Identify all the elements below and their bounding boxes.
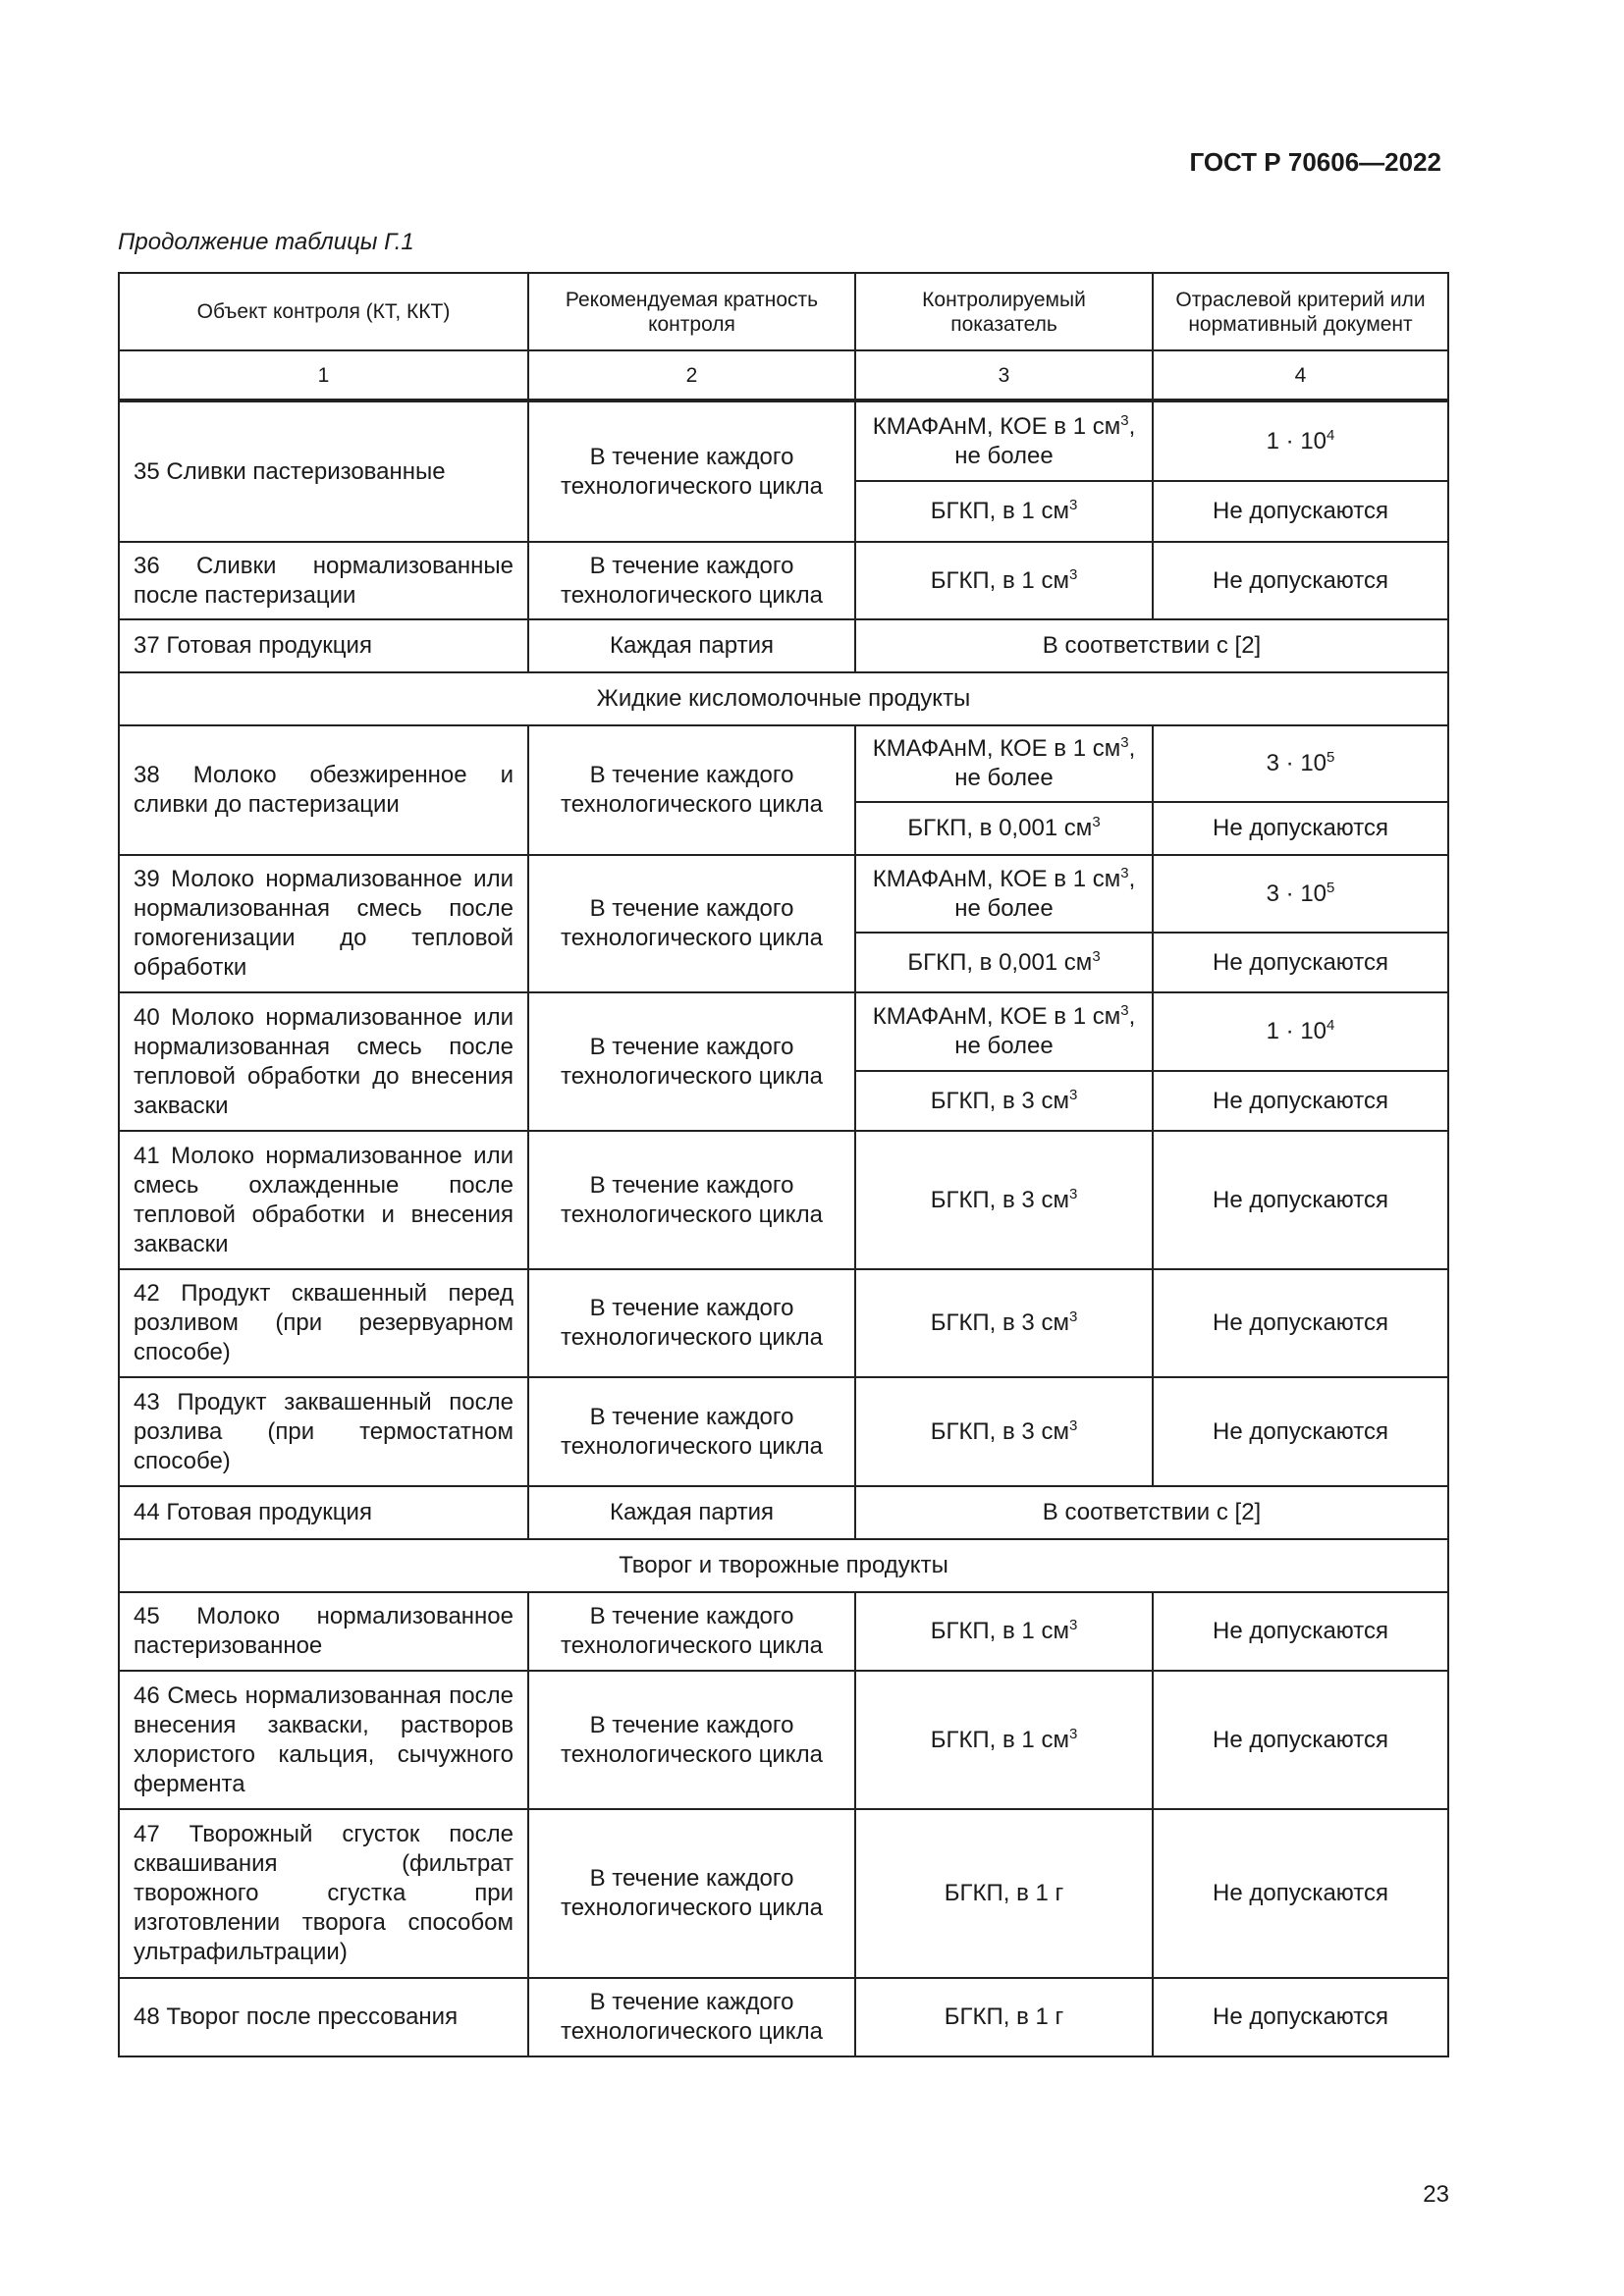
criterion-cell: Не допускаются bbox=[1153, 1269, 1448, 1377]
object-cell: 41 Молоко нормализованное или смесь охлажденные после тепловой обработки и внесения закваски bbox=[119, 1131, 528, 1269]
criterion-cell: Не допускаются bbox=[1153, 1131, 1448, 1269]
standard-code: ГОСТ Р 70606—2022 bbox=[1189, 147, 1441, 177]
object-cell: 47 Творожный сгусток после сквашивания (фильтрат творожного сгустка при изготовлении творога способом ультрафильтрации) bbox=[119, 1809, 528, 1978]
indicator-cell: КМАФАнМ, КОЕ в 1 $см^3$, не более bbox=[855, 992, 1153, 1071]
criterion-cell: Не допускаются bbox=[1153, 1071, 1448, 1131]
indicator-cell: БГКП, в 1 г bbox=[855, 1809, 1153, 1978]
frequency-cell: В течение каждого технологического цикла bbox=[528, 1131, 855, 1269]
frequency-cell: В течение каждого технологического цикла bbox=[528, 1592, 855, 1671]
section-heading: Жидкие кисломолочные продукты bbox=[119, 672, 1448, 725]
criterion-cell: Не допускаются bbox=[1153, 802, 1448, 855]
column-header: Объект контроля (КТ, ККТ) bbox=[119, 273, 528, 350]
indicator-cell: БГКП, в 0,001 $см^3$ bbox=[855, 802, 1153, 855]
column-header: Контролируемый показатель bbox=[855, 273, 1153, 350]
criterion-cell: Не допускаются bbox=[1153, 1377, 1448, 1486]
frequency-cell: В течение каждого технологического цикла bbox=[528, 1978, 855, 2056]
criterion-cell: $1 \cdot 10^4$ bbox=[1153, 401, 1448, 481]
indicator-cell: БГКП, в 1 $см^3$ bbox=[855, 1592, 1153, 1671]
indicator-cell: КМАФАнМ, КОЕ в 1 $см^3$, не более bbox=[855, 855, 1153, 933]
criterion-cell: Не допускаются bbox=[1153, 542, 1448, 619]
page-number: 23 bbox=[1423, 2181, 1449, 2208]
indicator-cell: БГКП, в 1 $см^3$ bbox=[855, 1671, 1153, 1809]
criterion-cell: Не допускаются bbox=[1153, 1671, 1448, 1809]
object-cell: 46 Смесь нормализованная после внесения закваски, растворов хлористого кальция, сычужного фермента bbox=[119, 1671, 528, 1809]
frequency-cell: В течение каждого технологического цикла bbox=[528, 1809, 855, 1978]
control-table bbox=[118, 272, 1449, 2057]
object-cell: 44 Готовая продукция bbox=[119, 1486, 528, 1539]
object-cell: 40 Молоко нормализованное или нормализованная смесь после тепловой обработки до внесения закваски bbox=[119, 992, 528, 1131]
criterion-cell: Не допускаются bbox=[1153, 481, 1448, 542]
indicator-cell: БГКП, в 1 г bbox=[855, 1978, 1153, 2056]
frequency-cell: В течение каждого технологического цикла bbox=[528, 1377, 855, 1486]
merged-criterion-cell: В соответствии с [2] bbox=[855, 619, 1448, 672]
column-number: 3 bbox=[855, 350, 1153, 400]
object-cell: 37 Готовая продукция bbox=[119, 619, 528, 672]
indicator-cell: БГКП, в 1 $см^3$ bbox=[855, 542, 1153, 619]
criterion-cell: Не допускаются bbox=[1153, 1978, 1448, 2056]
indicator-cell: БГКП, в 3 $см^3$ bbox=[855, 1269, 1153, 1377]
criterion-cell: Не допускаются bbox=[1153, 1809, 1448, 1978]
indicator-cell: БГКП, в 3 $см^3$ bbox=[855, 1071, 1153, 1131]
column-header: Отраслевой критерий или нормативный документ bbox=[1153, 273, 1448, 350]
object-cell: 45 Молоко нормализованное пастеризованное bbox=[119, 1592, 528, 1671]
object-cell: 38 Молоко обезжиренное и сливки до пастеризации bbox=[119, 725, 528, 855]
object-cell: 39 Молоко нормализованное или нормализованная смесь после гомогенизации до тепловой обработки bbox=[119, 855, 528, 992]
object-cell: 42 Продукт сквашенный перед розливом (при резервуарном способе) bbox=[119, 1269, 528, 1377]
criterion-cell: $3 \cdot 10^5$ bbox=[1153, 725, 1448, 802]
frequency-cell: В течение каждого технологического цикла bbox=[528, 992, 855, 1131]
frequency-cell: В течение каждого технологического цикла bbox=[528, 401, 855, 542]
frequency-cell: В течение каждого технологического цикла bbox=[528, 725, 855, 855]
column-number: 1 bbox=[119, 350, 528, 400]
indicator-cell: БГКП, в 3 $см^3$ bbox=[855, 1377, 1153, 1486]
frequency-cell: Каждая партия bbox=[528, 1486, 855, 1539]
table-caption: Продолжение таблицы Г.1 bbox=[118, 229, 414, 255]
object-cell: 48 Творог после прессования bbox=[119, 1978, 528, 2056]
object-cell: 35 Сливки пастеризованные bbox=[119, 401, 528, 542]
frequency-cell: В течение каждого технологического цикла bbox=[528, 1671, 855, 1809]
column-header: Рекомендуемая кратность контроля bbox=[528, 273, 855, 350]
frequency-cell: В течение каждого технологического цикла bbox=[528, 1269, 855, 1377]
section-heading: Творог и творожные продукты bbox=[119, 1539, 1448, 1592]
indicator-cell: БГКП, в 3 $см^3$ bbox=[855, 1131, 1153, 1269]
merged-criterion-cell: В соответствии с [2] bbox=[855, 1486, 1448, 1539]
frequency-cell: В течение каждого технологического цикла bbox=[528, 542, 855, 619]
indicator-cell: КМАФАнМ, КОЕ в 1 $см^3$, не более bbox=[855, 725, 1153, 802]
frequency-cell: В течение каждого технологического цикла bbox=[528, 855, 855, 992]
frequency-cell: Каждая партия bbox=[528, 619, 855, 672]
criterion-cell: $3 \cdot 10^5$ bbox=[1153, 855, 1448, 933]
column-number: 4 bbox=[1153, 350, 1448, 400]
indicator-cell: БГКП, в 1 $см^3$ bbox=[855, 481, 1153, 542]
column-number: 2 bbox=[528, 350, 855, 400]
object-cell: 36 Сливки нормализованные после пастеризации bbox=[119, 542, 528, 619]
object-cell: 43 Продукт заквашенный после розлива (при термостатном способе) bbox=[119, 1377, 528, 1486]
indicator-cell: КМАФАнМ, КОЕ в 1 $см^3$, не более bbox=[855, 401, 1153, 481]
criterion-cell: $1 \cdot 10^4$ bbox=[1153, 992, 1448, 1071]
criterion-cell: Не допускаются bbox=[1153, 933, 1448, 992]
indicator-cell: БГКП, в 0,001 $см^3$ bbox=[855, 933, 1153, 992]
criterion-cell: Не допускаются bbox=[1153, 1592, 1448, 1671]
